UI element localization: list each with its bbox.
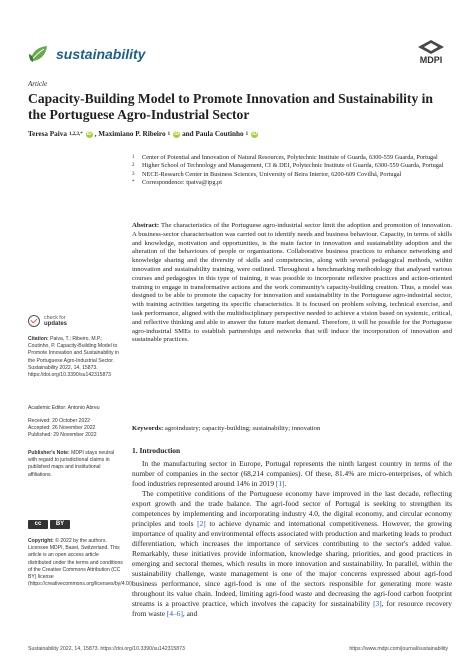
check-line2: updates (44, 321, 68, 327)
correspondence-email[interactable]: Correspondence: tpaiva@ipg.pt (142, 179, 222, 187)
reference-link[interactable]: [4–6] (166, 609, 183, 618)
journal-name: sustainability (56, 46, 146, 62)
publisher-note (28, 450, 123, 479)
citation-label: Citation: (28, 336, 49, 342)
keywords (132, 425, 452, 434)
orcid-icon[interactable]: iD (86, 130, 92, 137)
abstract (132, 222, 452, 345)
author-name: and Paula Coutinho (182, 130, 244, 138)
copyright-label: Copyright: (28, 538, 54, 544)
introduction-body (132, 459, 452, 619)
leaf-logo-icon (28, 44, 50, 64)
orcid-icon[interactable]: iD (174, 130, 180, 137)
affiliation-item: 1 Center of Potential and Innovation of Natural Resources, Polytechnic Institute of Guarda, 6300-559 Guarda, Portugal (132, 154, 438, 161)
published-date: Published: 29 November 2022 (28, 432, 97, 439)
paragraph: In the manufacturing sector in Europe, Portugal represents the ninth largest country in terms of the number of companies in the sector (68,214 companies). Of these, 81.4% are micro-enterprises, of which food industries represented around 14% in 2019 [1]. (132, 459, 452, 488)
author-name: Teresa Paiva (28, 130, 67, 138)
cc-icon: cc (28, 520, 48, 529)
keywords-label: Keywords: (132, 425, 164, 432)
affiliations (132, 154, 452, 188)
footer-journal-url[interactable]: https://www.mdpi.com/journal/sustainability (349, 646, 448, 652)
reference-link[interactable]: [1] (275, 479, 285, 488)
author-name: , Maximiano P. Ribeiro (94, 130, 166, 138)
copyright-block (28, 538, 134, 588)
reference-link[interactable]: [3] (373, 599, 382, 608)
section-heading: 1. Introduction (132, 446, 181, 455)
affiliation-item: * Correspondence: tpaiva@ipg.pt (132, 179, 222, 187)
citation-text[interactable]: Paiva, T.; Ribeiro, M.P.; Coutinho, P. Capacity-Building Model to Promote Innovation and Sustainability in the Portuguese Agro-Industrial Sector. Sustainability 2022, 14, 15873. https://doi.org/10.3390/su142315873 (28, 336, 119, 379)
orcid-icon[interactable]: iD (252, 130, 258, 137)
abstract-text: The characteristics of the Portuguese agro-industrial sector limit the adoption and promotion of innovation. A business-sector characterisation was carried out to identify needs and business behaviour. Capacity, in terms of skills and knowledge, motivation and opportunities, is the main factor in innovation and sustainability adoption and the alteration of the behaviours of people or organisations. Collaborative business practices to enhance networking and knowledge sharing and the diversity of skills and competencies, along with several pedagogical methods, within innovation and sustainability training, were outlined. Throughout a benchmarking methodology that analysed various courses and pedagogies in this type of training, it was possible to incorporate reflexive practices and action-oriented training to engage in transformative actions and the work community's capacity-building creation. Thus, a model was designed to be able to promote the capacity for innovation and sustainability in the Portuguese agro-industrial sector, with training activities targeting its specific characteristics. It is focused on problem solving, technical exercise, and task performance, aligned with the multidisciplinary perspective needed to achieve a vision based on systemic, critical, and reflective thinking and able to answer the future market demand. Therefore, it will be possible for the Portuguese agro-industrial SMEs to establish partnerships and networks that will induce the incorporation of innovation and sustainable practices. (132, 222, 452, 344)
publisher-name: MDPI (419, 55, 443, 65)
author-affiliation: 1,2,3,* (68, 131, 83, 137)
by-icon: BY (50, 520, 70, 529)
page-footer (28, 646, 448, 652)
note-label: Publisher's Note: (28, 450, 70, 456)
article-title: Capacity-Building Model to Promote Innovation and Sustainability in the Portuguese Agro-Industrial Sector (28, 91, 433, 122)
author-affiliation: 1 (167, 131, 171, 137)
note-text: MDPI stays neutral with regard to jurisdictional claims in published maps and institutional affiliations. (28, 450, 115, 478)
author-affiliation: 1 (245, 131, 249, 137)
academic-editor: Academic Editor: Antonio Abreu (28, 405, 100, 411)
journal-logo (28, 42, 145, 66)
check-for-updates-button[interactable] (28, 315, 67, 327)
footer-citation[interactable]: Sustainability 2022, 14, 15873. https://doi.org/10.3390/su142315873 (28, 646, 185, 652)
author-list (28, 130, 448, 138)
mdpi-logo-icon (418, 40, 444, 54)
keywords-text: agroindustry; capacity-building; sustainability; innovation (164, 425, 321, 432)
accepted-date: Accepted: 26 November 2022 (28, 425, 96, 432)
check-updates-icon (28, 315, 40, 327)
affiliation-item: 2 Higher School of Technology and Management, CI & DEI, Polytechnic Institute of Guarda, 6300-559 Guarda, Portugal (132, 162, 444, 170)
check-line1: check for (44, 315, 66, 321)
article-type: Article (28, 80, 48, 88)
reference-link[interactable]: [2] (197, 519, 206, 528)
dates-block (28, 418, 123, 440)
paragraph: The competitive conditions of the Portuguese economy have improved in the last decade, reflecting export growth and the trade balance. The agri-food sector of Portugal is seeking to strengthen its competences by implementing and incorporating industry 4.0, the digital economy, and circular economy principles and tools [2] to achieve dynamic and international competitiveness. However, the growing importance of quality and environmental effects associated with production and marketing leads to product differentiation, which increases the importance of services contributing to the sector's added value. Remarkably, these initiatives provide information, knowledge sharing, priorities, and good practices in emerging and sectoral themes, which results in more innovation and sustainability. In parallel, within the sustainability challenge, waste management is one of the major concerns expressed about agri-food business performance, since agri-food is one of the sectors responsible for generating more waste throughout its value chain. Indeed, limiting agri-food waste and decreasing the agri-food carbon footprint streams is a proactive practice, which involves the capacity for sustainability [3], for resource recovery from waste [4–6], and (132, 489, 453, 618)
publisher-logo (418, 40, 444, 65)
citation-block (28, 336, 123, 379)
abstract-label: Abstract: (132, 222, 160, 229)
received-date: Received: 20 October 2022 (28, 418, 91, 424)
cc-license-badge[interactable] (28, 520, 70, 529)
affiliation-item: 3 NECE-Research Center in Business Sciences, University of Beira Interior, 6200-609 Covilhã, Portugal (132, 170, 402, 178)
copyright-text: © 2022 by the authors. Licensee MDPI, Basel, Switzerland. This article is an open access article distributed under the terms and conditions of the Creative Commons Attribution (CC BY) license (https://creativecommons.org/licenses/by/4.0/). (28, 538, 134, 588)
